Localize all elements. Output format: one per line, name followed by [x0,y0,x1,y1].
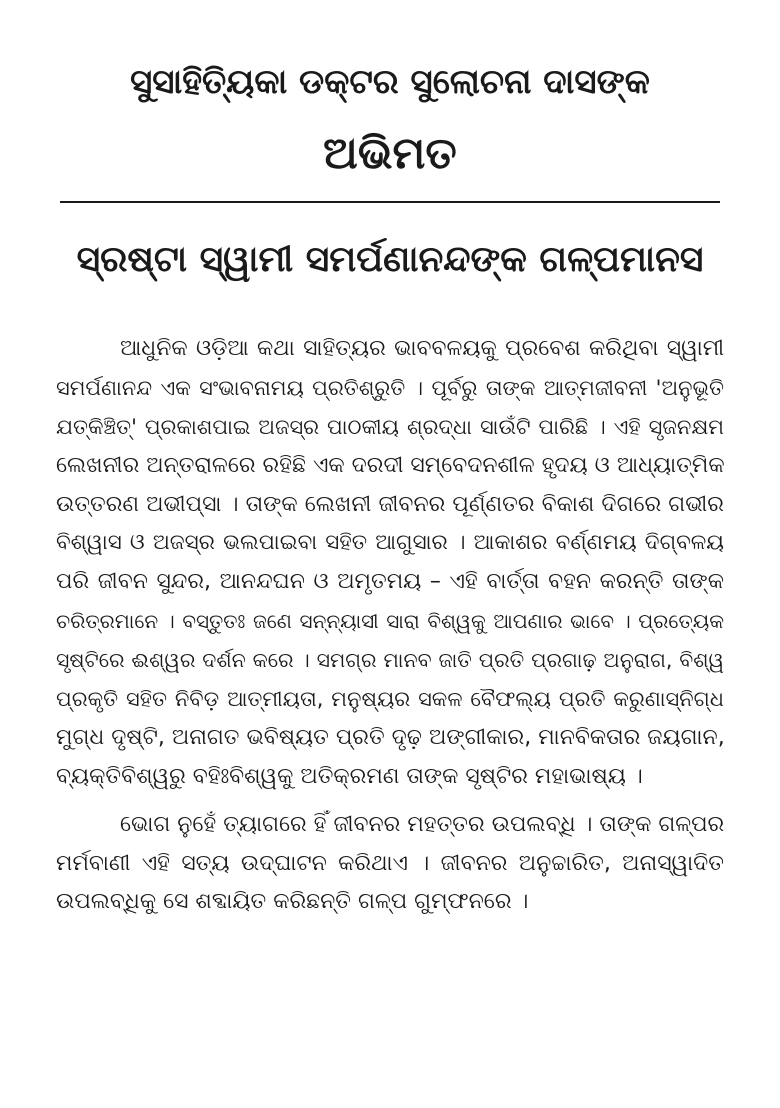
text-line: ପରି ଜୀବନ ସୁନ୍ଦର, ଆନନ୍ଦଘନ ଓ ଅମୃତମୟ – ଏହି ବାର୍ତ୍ତା ବହନ କରନ୍ତି ତାଙ୍କ [56,569,724,595]
text-line: ସମର୍ପଣାନନ୍ଦ ଏକ ସଂଭାବନାମୟ ପ୍ରତିଶ୍ରୁତି । ପୂର୍ବରୁ ତାଙ୍କ ଆତ୍ମଜୀବନୀ 'ଅନୁଭୂତି [56,375,724,400]
author-heading: ସୁସାହିତ୍ୟିକା ଡକ୍ଟର ସୁଲୋଚନା ଦାସଙ୍କ [130,62,650,102]
page-title: ଅଭିମତ [323,128,457,179]
text-line: ଚରିତ୍ରମାନେ । ବସ୍ତୁତଃ ଜଣେ ସନ୍ନ୍ୟାସୀ ସାରା ବିଶ୍ୱକୁ ଆପଣାର ଭାବେ । ପ୍ରତ୍ୟେକ [56,609,724,634]
title-divider [60,201,720,203]
text-line: ଲେଖନୀର ଅନ୍ତରାଳରେ ରହିଛି ଏକ ଦରଦୀ ସମ୍ବେଦନଶୀଳ ହୃଦୟ ଓ ଆଧ୍ୟାତ୍ମିକ [56,452,725,478]
text-line: ଆଧୁନିକ ଓଡ଼ିଆ କଥା ସାହିତ୍ୟର ଭାବବଳୟକୁ ପ୍ରବେଶ କରିଥିବା ସ୍ୱାମୀ [120,336,724,361]
text-line: ବିଶ୍ୱାସ ଓ ଅଜସ୍ର ଭଲପାଇବା ସହିତ ଆଗୁସାର । ଆକାଶର ବର୍ଣ୍ଣମୟ ଦିଗ୍‌ବଳୟ [56,530,724,556]
paragraph-1 [56,330,724,797]
paragraph-gap [56,797,724,806]
text-line: ପ୍ରକୃତି ସହିତ ନିବିଡ଼ ଆତ୍ମୀୟତା, ମନୁଷ୍ୟର ସକଳ ବୈଫଲ୍ୟ ପ୍ରତି କରୁଣାସ୍ନିଗ୍ଧ [56,687,724,712]
text-line: ମର୍ମବାଣୀ ଏହି ସତ୍ୟ ଉଦ୍‌ଘାଟନ କରିଥାଏ । ଜୀବନର ଅନୁଚ୍ଚାରିତ, ଅନାସ୍ୱାଦିତ [56,850,724,876]
body-text [56,330,724,922]
text-line: ଯତ୍‌କିଞ୍ଚିତ୍' ପ୍ରକାଶପାଇ ଅଜସ୍ର ପାଠକୀୟ ଶ୍ରଦ୍ଧା ସାଉଁଟି ପାରିଛି । ଏହି ସୃଜନକ୍ଷମ [56,414,724,439]
section-subtitle: ସ୍ରଷ୍ଟା ସ୍ୱାମୀ ସମର୍ପଣାନନ୍ଦଙ୍କ ଗଳ୍ପମାନସ [76,239,704,280]
text-line: ଭୋଗ ନୁହେଁ ତ୍ୟାଗରେ ହିଁ ଜୀବନର ମହତ୍ତର ଉପଲବ୍ଧି । ତାଙ୍କ ଗଳ୍ପର [120,811,725,837]
text-line: ମୁଗ୍ଧ ଦୃଷ୍ଟି, ଅନାଗତ ଭବିଷ୍ୟତ ପ୍ରତି ଦୃଢ଼ ଅଙ୍ଗୀକାର, ମାନବିକତାର ଜୟଗାନ, [56,724,725,750]
text-line: ଉପଲବ୍ଧିକୁ ସେ ଶବ୍ଦାୟିତ କରିଛନ୍ତି ଗଳ୍ପ ଗୁମ୍ଫନରେ । [56,889,529,915]
text-line: ସୃଷ୍ଟିରେ ଈଶ୍ୱର ଦର୍ଶନ କରେ । ସମଗ୍ର ମାନବ ଜାତି ପ୍ରତି ପ୍ରଗାଢ଼ ଅନୁରାଗ, ବିଶ୍ୱ [56,648,724,673]
text-line: ବ୍ୟକ୍ତିବିଶ୍ୱରୁ ବହିଃବିଶ୍ୱକୁ ଅତିକ୍ରମଣ ତାଙ୍କ ସୃଷ୍ଟିର ମହାଭାଷ୍ୟ । [56,763,643,789]
text-line: ଉତ୍ତରଣ ଅଭୀପ୍ସା । ତାଙ୍କ ଲେଖନୀ ଜୀବନର ପୂର୍ଣ୍ଣତର ବିକାଶ ଦିଗରେ ଗଭୀର [56,491,724,517]
paragraph-2 [56,806,724,923]
